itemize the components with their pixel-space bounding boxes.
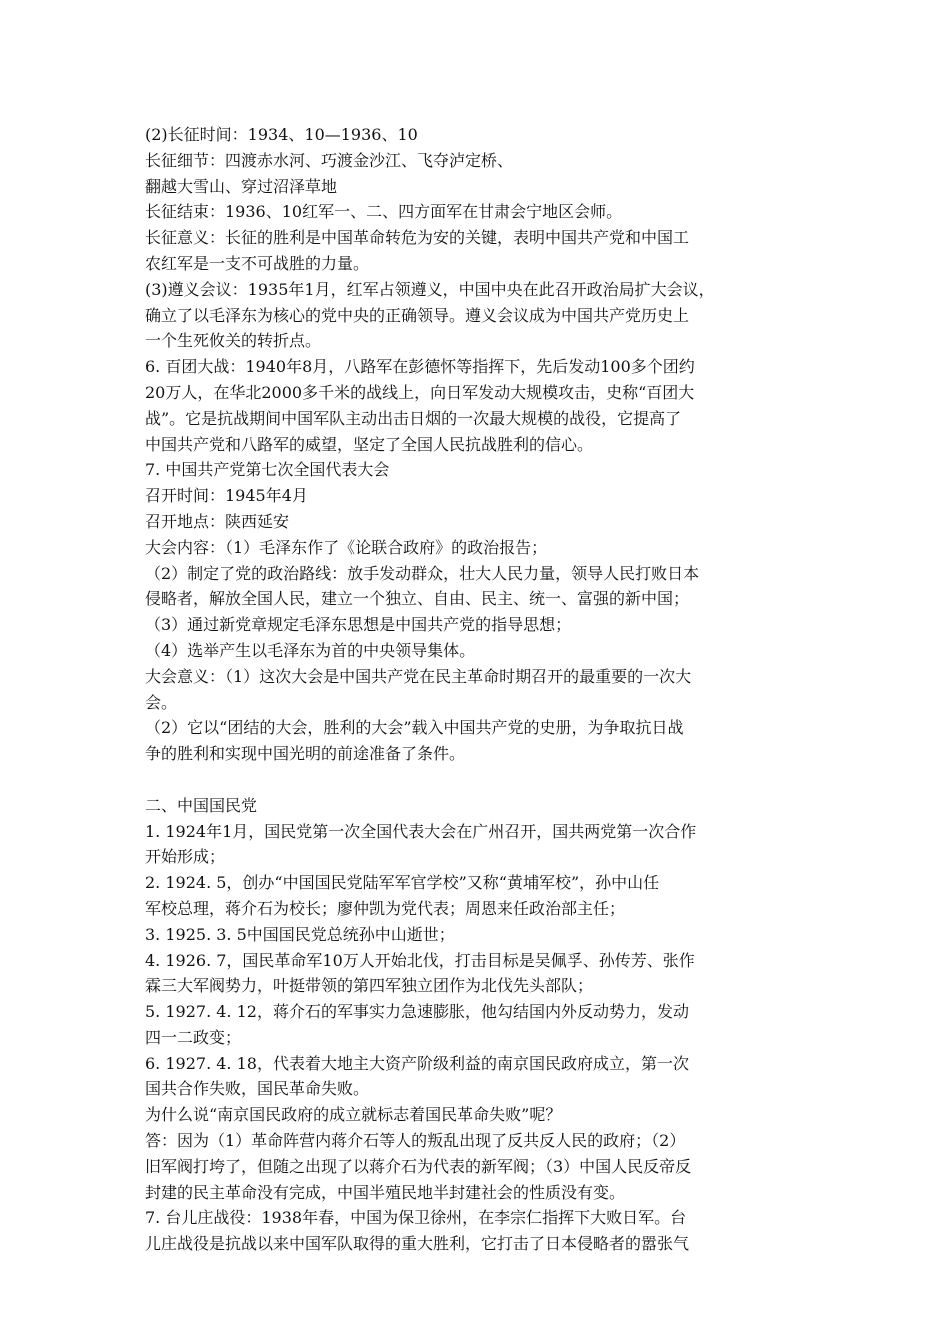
text-line: 国共合作失败，国民革命失败。 [145, 1079, 370, 1099]
text-line: (3)遵义会议：1935年1月，红军占领遵义，中国中央在此召开政治局扩大会议， [145, 279, 715, 299]
text-line: 会。 [145, 692, 178, 712]
text-line: 儿庄战役是抗战以来中国军队取得的重大胜利，它打击了日本侵略者的嚣张气 [145, 1234, 690, 1254]
text-line: （3）通过新党章规定毛泽东思想是中国共产党的指导思想； [145, 615, 572, 635]
text-line: （2）制定了党的政治路线：放手发动群众，壮大人民力量，领导人民打败日本 [145, 563, 700, 583]
text-line: （4）选举产生以毛泽东为首的中央领导集体。 [145, 640, 476, 660]
text-line: 2. 1924. 5，创办“中国国民党陆军军官学校”又称“黄埔军校”，孙中山任 [145, 873, 660, 893]
section-heading: 二、中国国民党 [145, 795, 258, 815]
text-line: 答：因为（1）革命阵营内蒋介石等人的叛乱出现了反共反人民的政府；（2） [145, 1131, 686, 1151]
text-line: 召开地点：陕西延安 [145, 511, 290, 531]
text-line: 1. 1924年1月，国民党第一次全国代表大会在广州召开，国共两党第一次合作 [145, 821, 697, 841]
text-line: 长征结束：1936、10红军一、二、四方面军在甘肃会宁地区会师。 [145, 202, 623, 222]
text-line: 开始形成； [145, 847, 226, 867]
text-line: 战”。它是抗战期间中国军队主动出击日烟的一次最大规模的战役，它提高了 [145, 408, 682, 428]
text-line: 争的胜利和实现中国光明的前途准备了条件。 [145, 744, 466, 764]
text-line: 长征意义：长征的胜利是中国革命转危为安的关键，表明中国共产党和中国工 [145, 228, 690, 248]
text-line: 霖三大军阀势力，叶挺带领的第四军独立团作为北伐先头部队； [145, 976, 594, 996]
text-line: （2）它以“团结的大会，胜利的大会”载入中国共产党的史册，为争取抗日战 [145, 718, 684, 738]
text-line: 3. 1925. 3. 5中国国民党总统孙中山逝世； [145, 924, 455, 944]
text-line: 确立了以毛泽东为核心的党中央的正确领导。遵义会议成为中国共产党历史上 [145, 305, 690, 325]
text-line: 一个生死攸关的转折点。 [145, 331, 322, 351]
text-line: 5. 1927. 4. 12，蒋介石的军事实力急速膨胀，他勾结国内外反动势力，发动 [145, 1002, 689, 1022]
text-line: 大会意义：（1）这次大会是中国共产党在民主革命时期召开的最重要的一次大 [145, 666, 692, 686]
document-page [145, 122, 810, 1257]
text-line: 6. 百团大战：1940年8月，八路军在彭德怀等指挥下，先后发动100多个团约 [145, 357, 695, 377]
text-line: 军校总理，蒋介石为校长；廖仲凯为党代表；周恩来任政治部主任； [145, 898, 626, 918]
text-line: 四一二政变； [145, 1027, 242, 1047]
text-line: (2)长征时间：1934、10—1936、10 [145, 125, 418, 144]
text-line: 侵略者，解放全国人民，建立一个独立、自由、民主、统一、富强的新中国； [145, 589, 690, 609]
text-line: 20万人，在华北2000多千米的战线上，向日军发动大规模攻击，史称“百团大 [145, 382, 695, 402]
text-line: 为什么说“南京国民政府的成立就标志着国民革命失败”呢？ [145, 1105, 562, 1125]
text-line: 农红军是一支不可战胜的力量。 [145, 253, 370, 273]
text-line: 长征细节：四渡赤水河、巧渡金沙江、飞夺泸定桥、 [145, 150, 514, 170]
text-line: 旧军阀打垮了，但随之出现了以蒋介石为代表的新军阀；（3）中国人民反帝反 [145, 1156, 692, 1176]
text-line: 4. 1926. 7，国民革命军10万人开始北伐，打击目标是吴佩孚、孙传芳、张作 [145, 950, 695, 970]
text-line: 6. 1927. 4. 18，代表着大地主大资产阶级利益的南京国民政府成立，第一次 [145, 1053, 689, 1073]
text-line: 大会内容：（1）毛泽东作了《论联合政府》的政治报告； [145, 537, 548, 557]
text-line: 中国共产党和八路军的威望，坚定了全国人民抗战胜利的信心。 [145, 434, 594, 454]
text-line: 翻越大雪山、穿过沼泽草地 [145, 176, 338, 196]
section-heading: 7. 中国共产党第七次全国代表大会 [145, 460, 390, 480]
blank-line [145, 767, 810, 793]
text-line: 封建的民主革命没有完成，中国半殖民地半封建社会的性质没有变。 [145, 1182, 626, 1202]
text-line: 召开时间：1945年4月 [145, 486, 308, 506]
text-line: 7. 台儿庄战役：1938年春，中国为保卫徐州，在李宗仁指挥下大败日军。台 [145, 1208, 687, 1228]
